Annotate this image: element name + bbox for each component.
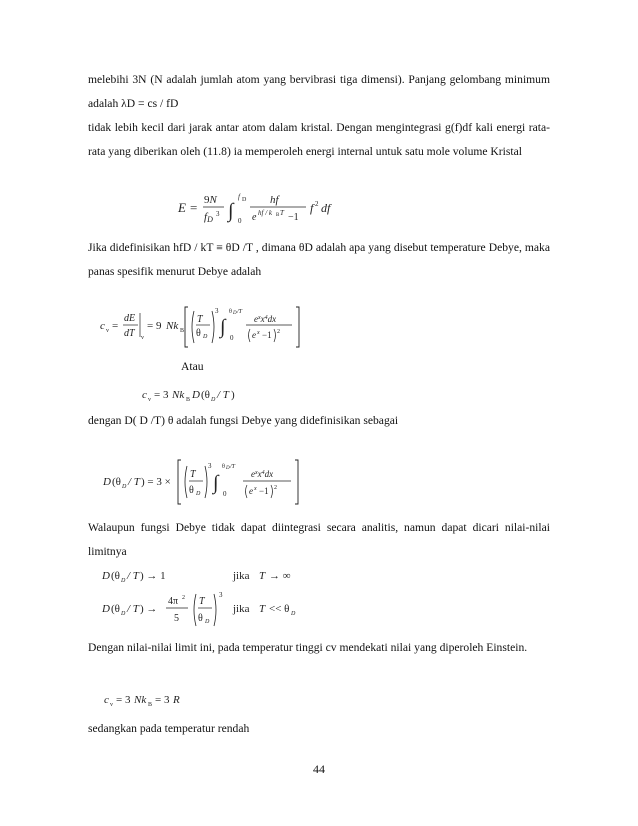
paragraph-integration bbox=[88, 116, 550, 164]
svg-text:D: D bbox=[102, 603, 110, 615]
svg-text:= 3: = 3 bbox=[155, 694, 170, 706]
svg-text:2: 2 bbox=[274, 485, 277, 491]
svg-text:jika: jika bbox=[233, 570, 250, 582]
svg-text:Nk: Nk bbox=[172, 389, 185, 401]
svg-text:c: c bbox=[142, 389, 147, 401]
svg-text:e: e bbox=[252, 212, 257, 223]
svg-text:T: T bbox=[280, 209, 284, 217]
svg-text:D: D bbox=[242, 197, 247, 203]
paragraph-wavelength bbox=[88, 68, 550, 116]
svg-text:D: D bbox=[291, 611, 296, 617]
svg-text:2: 2 bbox=[182, 595, 185, 601]
svg-text:T: T bbox=[259, 570, 266, 582]
equation-limit-high-temperature bbox=[102, 566, 312, 584]
paragraph-text: sedangkan pada temperatur rendah bbox=[88, 722, 250, 735]
svg-text:D: D bbox=[121, 611, 126, 617]
svg-text:D: D bbox=[233, 311, 237, 316]
svg-text:T: T bbox=[199, 596, 205, 607]
svg-text:B: B bbox=[180, 328, 185, 334]
paragraph-text: Dengan nilai-nilai limit ini, pada temperatur tinggi cv mendekati nilai yang diperoleh Einstein. bbox=[88, 641, 528, 654]
svg-text:θ: θ bbox=[196, 328, 201, 339]
svg-text:T: T bbox=[190, 469, 196, 480]
svg-text:e: e bbox=[252, 330, 256, 340]
svg-text:<< θ: << θ bbox=[269, 603, 290, 615]
svg-text:fD: fD bbox=[204, 211, 213, 224]
svg-text:jika: jika bbox=[233, 603, 250, 615]
svg-text:3: 3 bbox=[215, 307, 219, 315]
equation-einstein bbox=[104, 690, 204, 708]
svg-text:∫: ∫ bbox=[213, 472, 219, 494]
svg-text:exx4dx: $e^xx^4dx$ bbox=[251, 469, 274, 479]
svg-text:) → 1: ) → 1 bbox=[140, 570, 166, 582]
svg-text:/ T: / T bbox=[127, 603, 139, 615]
svg-text:/T: /T bbox=[230, 464, 236, 470]
svg-text:(θ: (θ bbox=[111, 570, 120, 582]
svg-text:/T: /T bbox=[237, 309, 243, 315]
svg-text:D: D bbox=[211, 397, 216, 403]
svg-text:D: D bbox=[103, 476, 111, 488]
svg-text:−1: −1 bbox=[262, 330, 272, 340]
svg-text:hf: hf bbox=[270, 194, 279, 206]
svg-text:v: v bbox=[141, 335, 144, 341]
equation-limit-low-temperature bbox=[102, 588, 322, 634]
svg-text:=: = bbox=[190, 200, 198, 215]
svg-text:D: D bbox=[102, 570, 110, 582]
paragraph-text: Walaupun fungsi Debye tidak dapat diintegrasi secara analitis, namun dapat dicari nilai-nilai limitnya bbox=[88, 521, 550, 558]
svg-text:(θ: (θ bbox=[112, 476, 121, 488]
svg-text:D: D bbox=[203, 334, 208, 340]
svg-text:) →: ) → bbox=[140, 603, 158, 615]
svg-text:v: v bbox=[106, 328, 109, 334]
paragraph-debye-temperature bbox=[88, 236, 550, 284]
svg-text:T: T bbox=[259, 603, 266, 615]
svg-text:(θ: (θ bbox=[201, 389, 210, 401]
svg-text:∫: ∫ bbox=[220, 316, 226, 338]
svg-text:B: B bbox=[276, 213, 280, 218]
svg-text:x: x bbox=[257, 330, 260, 336]
svg-text:D: D bbox=[205, 619, 210, 625]
svg-text:−1: −1 bbox=[259, 486, 269, 496]
svg-text:= 3: = 3 bbox=[154, 389, 169, 401]
svg-text:D: D bbox=[122, 484, 127, 490]
svg-text:4π: 4π bbox=[168, 596, 179, 607]
svg-text:c: c bbox=[100, 320, 105, 332]
svg-text:D: D bbox=[196, 491, 201, 497]
svg-text:θ: θ bbox=[222, 464, 225, 470]
svg-text:3: 3 bbox=[208, 462, 212, 470]
paragraph-einstein-limit bbox=[88, 636, 550, 660]
svg-text:5: 5 bbox=[174, 613, 179, 624]
paragraph-low-temperature bbox=[88, 722, 249, 735]
svg-text:x: x bbox=[254, 486, 257, 492]
paragraph-text: tidak lebih kecil dari jarak antar atom dalam kristal. Dengan mengintegrasi g(f)df kali energi rata-rata yang diberikan oleh (11.8) ia memperoleh energi internal untuk satu mole volume Kristal bbox=[88, 121, 550, 158]
svg-text:T: T bbox=[197, 314, 203, 325]
svg-text:3: 3 bbox=[219, 591, 223, 599]
svg-text:∫: ∫ bbox=[228, 200, 234, 222]
paragraph-limits-intro bbox=[88, 516, 550, 564]
svg-text:dT: dT bbox=[124, 328, 135, 339]
equation-debye-function bbox=[103, 456, 323, 506]
svg-text:/ T: / T bbox=[127, 570, 139, 582]
svg-text:): ) bbox=[231, 389, 235, 401]
svg-text:) = 3 ×: ) = 3 × bbox=[141, 476, 171, 488]
equation-internal-energy bbox=[178, 190, 378, 226]
svg-text:D: D bbox=[226, 466, 230, 471]
svg-text:0: 0 bbox=[238, 217, 242, 225]
equation-specific-heat-debye bbox=[100, 303, 310, 349]
svg-text:(θ: (θ bbox=[111, 603, 120, 615]
page-number: 44 bbox=[313, 762, 325, 776]
svg-text:= 9: = 9 bbox=[147, 320, 162, 332]
svg-text:/ T: / T bbox=[217, 389, 229, 401]
svg-text:v: v bbox=[148, 397, 151, 403]
svg-text:Nk: Nk bbox=[166, 320, 179, 332]
svg-text:θ: θ bbox=[198, 613, 203, 624]
svg-text:2: 2 bbox=[277, 329, 280, 335]
svg-text:exx4dx: $e^xx^4dx$ bbox=[254, 314, 277, 324]
svg-text:c: c bbox=[104, 694, 109, 706]
svg-text:D: D bbox=[192, 389, 200, 401]
svg-text:θ: θ bbox=[229, 309, 232, 315]
svg-text:2: 2 bbox=[315, 200, 319, 208]
svg-text:e: e bbox=[249, 486, 253, 496]
paragraph-text: Atau bbox=[181, 360, 204, 373]
svg-text:B: B bbox=[148, 702, 153, 708]
label-atau bbox=[181, 360, 204, 373]
svg-text:f: f bbox=[238, 193, 240, 201]
svg-text:Nk: Nk bbox=[134, 694, 147, 706]
svg-text:dE: dE bbox=[124, 313, 136, 324]
svg-text:−1: −1 bbox=[288, 212, 299, 223]
paragraph-text: melebihi 3N (N adalah jumlah atom yang bervibrasi tiga dimensi). Panjang gelombang minimum adalah λD = cs / fD bbox=[88, 73, 550, 110]
svg-text:B: B bbox=[186, 397, 191, 403]
svg-text:0: 0 bbox=[230, 334, 234, 342]
svg-text:=: = bbox=[112, 320, 119, 332]
svg-text:0: 0 bbox=[223, 490, 227, 498]
equation-specific-heat-short bbox=[142, 384, 252, 404]
svg-text:v: v bbox=[110, 702, 113, 708]
svg-text:hf / k: hf / k bbox=[258, 209, 272, 217]
svg-text:D: D bbox=[121, 578, 126, 584]
svg-text:df: df bbox=[321, 201, 331, 215]
paragraph-text: Jika didefinisikan hfD / kT ≡ θD /T , dimana θD adalah apa yang disebut temperature Debye, maka panas spesifik menurut Debye adalah bbox=[88, 241, 550, 278]
svg-text:3: 3 bbox=[216, 210, 220, 218]
svg-text:= 3: = 3 bbox=[116, 694, 131, 706]
svg-text:θ: θ bbox=[189, 485, 194, 496]
svg-text:E: E bbox=[178, 200, 186, 215]
svg-text:/ T: / T bbox=[128, 476, 140, 488]
paragraph-text: dengan D( D /T) θ adalah fungsi Debye yang didefinisikan sebagai bbox=[88, 414, 399, 427]
svg-text:R: R bbox=[173, 694, 180, 706]
svg-text:→ ∞: → ∞ bbox=[269, 570, 291, 582]
paragraph-debye-function-intro bbox=[88, 414, 398, 427]
svg-text:9N: 9N bbox=[204, 194, 217, 206]
svg-text:f: f bbox=[310, 201, 314, 215]
